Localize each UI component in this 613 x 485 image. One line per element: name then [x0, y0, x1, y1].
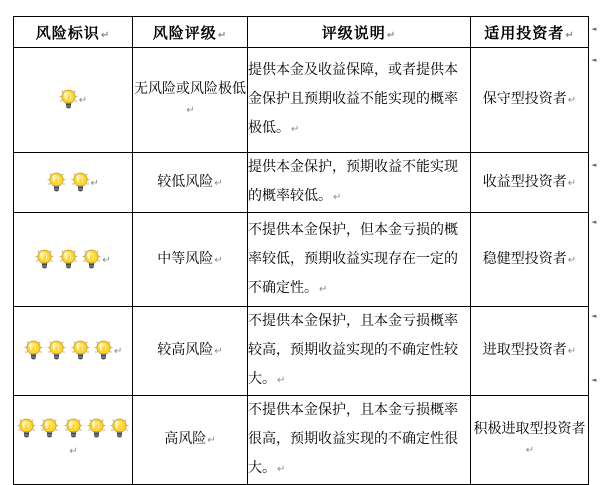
- paragraph-mark: ↵: [214, 346, 223, 357]
- lightbulb-icon: [71, 339, 90, 363]
- paragraph-mark: ↵: [78, 95, 88, 106]
- paragraph-mark: ↵: [565, 29, 575, 41]
- table-header-row: [14, 17, 589, 48]
- paragraph-mark: ↵: [333, 192, 342, 203]
- paragraph-mark: ↵: [217, 29, 228, 41]
- paragraph-mark: ↵: [186, 105, 195, 116]
- lightbulb-icon: [17, 417, 36, 441]
- risk-rating-table: [13, 16, 589, 485]
- header-suitable-investor: 适用投资者↵: [471, 17, 589, 48]
- risk-rating-cell: 中等风险↵: [133, 213, 248, 307]
- risk-mark-cell: [14, 48, 133, 153]
- row-end-mark: ◄: [591, 56, 597, 64]
- paragraph-mark: ↵: [100, 29, 111, 41]
- risk-mark-cell: [14, 307, 133, 396]
- lightbulb-icon: [64, 417, 83, 441]
- investor-cell: 稳健型投资者↵: [471, 213, 589, 307]
- row-end-mark: ◄: [591, 161, 597, 169]
- lightbulb-icon: [40, 417, 59, 441]
- header-risk-rating: 风险评级↵: [133, 17, 248, 48]
- paragraph-mark: ↵: [567, 346, 577, 357]
- bulb-group: [47, 171, 89, 195]
- rating-description-cell: 提供本金及收益保障，或者提供本金保护且预期收益不能实现的概率极低。↵: [248, 48, 471, 153]
- risk-mark-cell: [14, 153, 133, 213]
- risk-rating-cell: 高风险↵: [133, 396, 248, 485]
- paragraph-mark: ↵: [102, 254, 111, 266]
- bulb-group: [24, 339, 113, 363]
- paragraph-mark: ↵: [214, 254, 223, 266]
- lightbulb-icon: [59, 88, 78, 112]
- rating-description-cell: 不提供本金保护，但本金亏损的概率较低，预期收益实现存在一定的不确定性。↵: [248, 213, 471, 307]
- table-row: [14, 48, 589, 153]
- risk-mark-cell: [14, 396, 133, 485]
- lightbulb-icon: [47, 171, 66, 195]
- bulb-group: [59, 88, 78, 112]
- investor-cell: 保守型投资者↵: [471, 48, 589, 153]
- header-rating-description: 评级说明↵: [248, 17, 471, 48]
- investor-cell: 收益型投资者↵: [471, 153, 589, 213]
- row-end-mark: ◄: [591, 312, 597, 320]
- bulb-group: [35, 248, 101, 272]
- risk-rating-cell: 较高风险↵: [133, 307, 248, 396]
- row-end-mark: ◄: [591, 218, 597, 226]
- paragraph-mark: ↵: [90, 177, 99, 189]
- bulb-group: [17, 417, 130, 441]
- lightbulb-icon: [87, 417, 106, 441]
- row-end-mark: ◄: [591, 376, 597, 384]
- paragraph-mark: ↵: [214, 177, 223, 189]
- lightbulb-icon: [35, 248, 54, 272]
- rating-description-cell: 不提供本金保护，且本金亏损概率很高，预期收益实现的不确定性很大。↵: [248, 396, 471, 485]
- paragraph-mark: ↵: [567, 177, 577, 189]
- paragraph-mark: ↵: [69, 446, 78, 457]
- paragraph-mark: ↵: [277, 464, 286, 475]
- paragraph-mark: ↵: [525, 445, 535, 456]
- table-row: [14, 213, 589, 307]
- rating-description-cell: 提供本金保护，预期收益不能实现的概率较低。↵: [248, 153, 471, 213]
- header-risk-mark: 风险标识↵: [14, 17, 133, 48]
- risk-rating-cell: 较低风险↵: [133, 153, 248, 213]
- risk-rating-cell: 无风险或风险极低↵: [133, 48, 248, 153]
- lightbulb-icon: [59, 248, 78, 272]
- investor-cell: 进取型投资者↵: [471, 307, 589, 396]
- lightbulb-icon: [71, 171, 90, 195]
- paragraph-mark: ↵: [567, 95, 577, 106]
- paragraph-mark: ↵: [567, 254, 577, 266]
- paragraph-mark: ↵: [291, 124, 300, 135]
- lightbulb-icon: [82, 248, 101, 272]
- investor-cell: 积极进取型投资者↵: [471, 396, 589, 485]
- table-row: [14, 396, 589, 485]
- table-row: [14, 307, 589, 396]
- paragraph-mark: ↵: [277, 375, 286, 386]
- paragraph-mark: ↵: [319, 283, 328, 295]
- lightbulb-icon: [47, 339, 66, 363]
- lightbulb-icon: [24, 339, 43, 363]
- paragraph-mark: ↵: [386, 29, 397, 41]
- table-row: [14, 153, 589, 213]
- lightbulb-icon: [110, 417, 129, 441]
- paragraph-mark: ↵: [113, 346, 123, 357]
- paragraph-mark: ↵: [207, 435, 216, 446]
- row-end-mark: ◄: [591, 25, 597, 33]
- risk-mark-cell: [14, 213, 133, 307]
- lightbulb-icon: [94, 339, 113, 363]
- rating-description-cell: 不提供本金保护，且本金亏损概率较高，预期收益实现的不确定性较大。↵: [248, 307, 471, 396]
